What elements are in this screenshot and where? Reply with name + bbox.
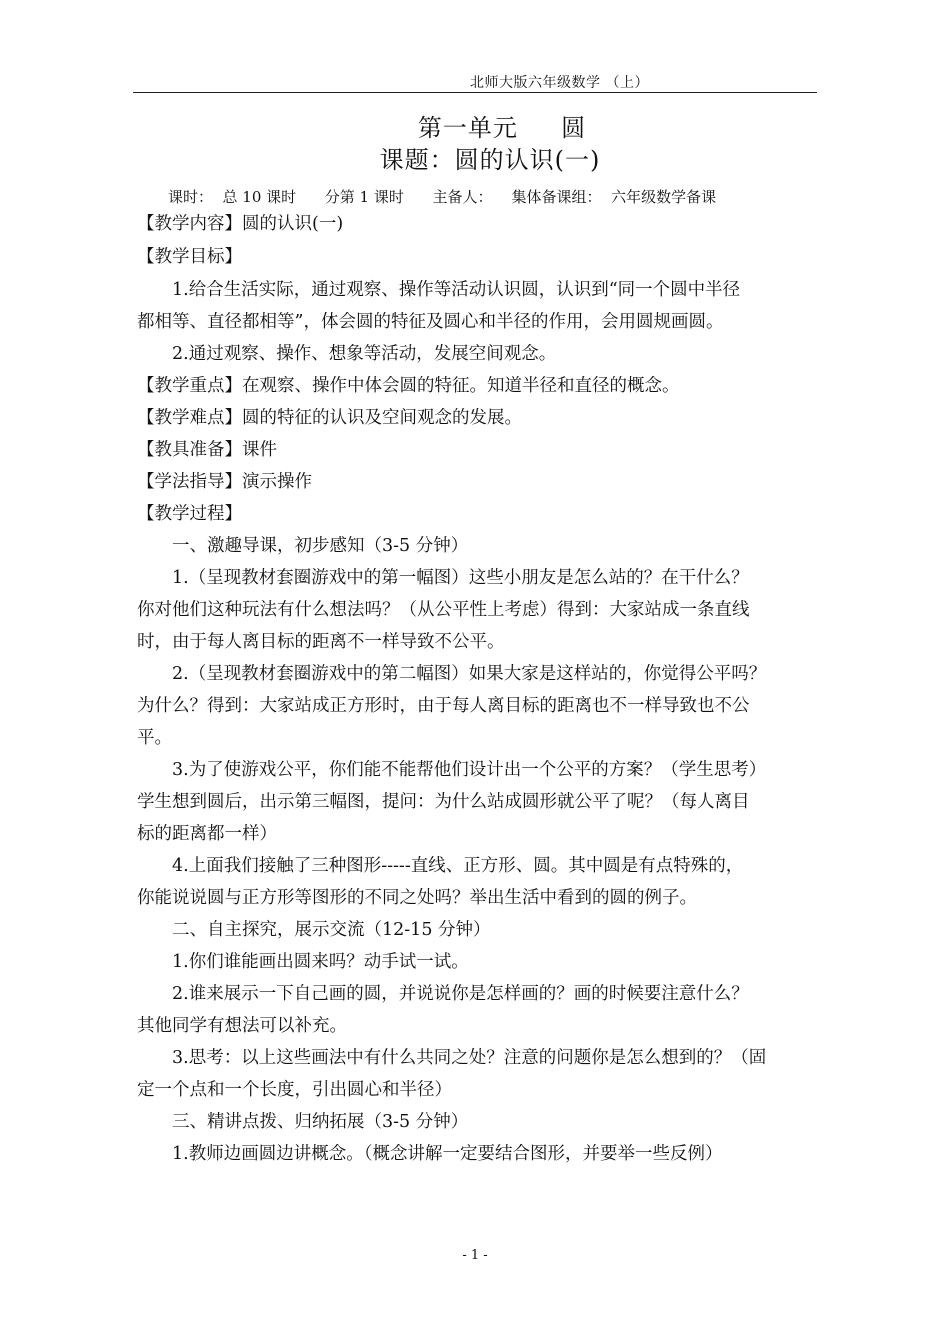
header-text: 北师大版六年级数学 （上）	[470, 75, 649, 91]
paragraph-line: 标的距离都一样）	[137, 824, 277, 844]
paragraph-line: 3.为了使游戏公平，你们能不能帮他们设计出一个公平的方案？（学生思考）	[172, 760, 767, 780]
paragraph-line: 3.思考：以上这些画法中有什么共同之处？注意的问题你是怎么想到的？（固	[172, 1048, 767, 1068]
paragraph-line: 1.（呈现教材套圈游戏中的第一幅图）这些小朋友是怎么站的？在干什么？	[172, 568, 749, 588]
section-materials: 【教具准备】课件	[137, 440, 277, 460]
paragraph-line: 你能说说圆与正方形等图形的不同之处吗？举出生活中看到的圆的例子。	[137, 888, 697, 908]
paragraph-line: 为什么？得到：大家站成正方形时，由于每人离目标的距离也不一样导致也不公	[137, 696, 750, 716]
paragraph-line: 都相等、直径都相等”，体会圆的特征及圆心和半径的作用，会用圆规画圆。	[137, 312, 724, 332]
paragraph-line: 学生想到圆后，出示第三幅图，提问：为什么站成圆形就公平了呢？（每人离目	[137, 792, 750, 812]
subsection-heading: 二、自主探究，展示交流（12-15 分钟）	[172, 920, 491, 940]
header-rule	[133, 92, 817, 93]
paragraph-line: 1.教师边画圆边讲概念。（概念讲解一定要结合图形，并要举一些反例）	[172, 1144, 723, 1164]
paragraph-line: 时，由于每人离目标的距离不一样导致不公平。	[137, 632, 505, 652]
lesson-meta: 课时： 总 10 课时 分第 1 课时 主备人： 集体备课组： 六年级数学备课	[168, 188, 717, 206]
page-number: - 1 -	[462, 1248, 488, 1263]
lesson-title: 课题：圆的认识(一)	[379, 146, 601, 174]
paragraph-line: 平。	[137, 728, 172, 748]
paragraph-line: 定一个点和一个长度，引出圆心和半径）	[137, 1080, 452, 1100]
section-method: 【学法指导】演示操作	[137, 472, 312, 492]
paragraph-line: 1.给合生活实际，通过观察、操作等活动认识圆，认识到“同一个圆中半径	[172, 280, 741, 300]
paragraph-line: 2.谁来展示一下自己画的圆，并说说你是怎样画的？画的时候要注意什么？	[172, 984, 749, 1004]
paragraph-line: 你对他们这种玩法有什么想法吗？（从公平性上考虑）得到：大家站成一条直线	[137, 600, 750, 620]
paragraph-line: 4.上面我们接触了三种图形-----直线、正方形、圆。其中圆是有点特殊的，	[172, 856, 744, 876]
section-process: 【教学过程】	[137, 504, 242, 524]
section-objectives: 【教学目标】	[137, 247, 242, 267]
subsection-heading: 三、精讲点拨、归纳拓展（3-5 分钟）	[172, 1112, 469, 1132]
paragraph-line: 2.通过观察、操作、想象等活动，发展空间观念。	[172, 344, 557, 364]
paragraph-line: 其他同学有想法可以补充。	[137, 1016, 347, 1036]
unit-title: 第一单元 圆	[417, 114, 587, 142]
paragraph-line: 1.你们谁能画出圆来吗？动手试一试。	[172, 952, 469, 972]
section-key-points: 【教学重点】在观察、操作中体会圆的特征。知道半径和直径的概念。	[137, 376, 680, 396]
subsection-heading: 一、激趣导课，初步感知（3-5 分钟）	[172, 536, 469, 556]
section-difficulties: 【教学难点】圆的特征的认识及空间观念的发展。	[137, 408, 522, 428]
section-content: 【教学内容】圆的认识(一)	[137, 214, 344, 234]
paragraph-line: 2.（呈现教材套圈游戏中的第二幅图）如果大家是这样站的，你觉得公平吗？	[172, 664, 767, 684]
